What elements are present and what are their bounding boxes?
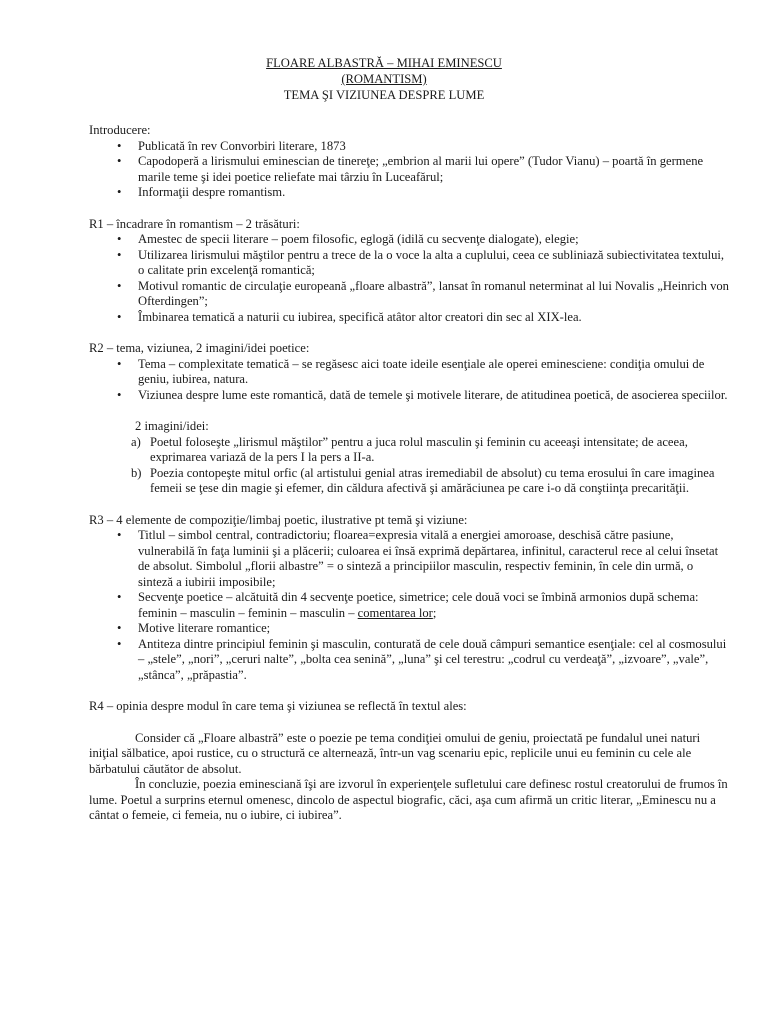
list-item xyxy=(89,388,729,404)
list-item xyxy=(89,621,729,637)
bullet-icon: • xyxy=(117,528,122,542)
intro-list xyxy=(89,139,729,201)
list-item xyxy=(89,248,729,279)
bullet-icon: • xyxy=(117,185,122,199)
list-item xyxy=(89,232,729,248)
list-item-label: b) xyxy=(131,465,142,480)
list-item-text: Motivul romantic de circulaţie europeană „floare albastră”, lansat în romanul neterminat al lui Novalis „Heinrich von Ofterdingen”; xyxy=(138,278,729,308)
list-item-text: Publicată în rev Convorbiri literare, 1873 xyxy=(138,138,346,153)
list-item xyxy=(89,279,729,310)
r2-sub-list xyxy=(89,435,729,497)
list-item-text: Tema – complexitate tematică – se regăsesc aici toate ideile esenţiale ale operei eminesciene: condiţia omului de geniu, iubirea, natura. xyxy=(138,356,705,386)
r4-heading: R4 – opinia despre modul în care tema şi viziunea se reflectă în textul ales: xyxy=(89,699,467,713)
list-item-text: Îmbinarea tematică a naturii cu iubirea, specifică atâtor altor creatori din sec al XIX-lea. xyxy=(138,309,582,324)
title-main: FLOARE ALBASTRĂ – MIHAI EMINESCU xyxy=(266,56,502,70)
bullet-icon: • xyxy=(117,138,122,153)
list-item-text: Antiteza dintre principiul feminin şi masculin, conturată de cele două câmpuri semantice esenţiale: cel al cosmosului – „stele”, „nori”, „ceruri nalte”, „bolta cea senină”, „luna” şi cel terestru: „codrul cu verdeaţă”, „izvoare”, „vale”, „stânca”, „prăpastia”. xyxy=(138,636,727,682)
r4-paragraph: Consider că „Floare albastră” este o poezie pe tema condiţiei omului de geniu, proiectată pe fundalul unei naturi iniţial sălbatice, apoi rustice, cu o structură ce alternează, într-un vag scenariu epic, replicile unui eu feminin cu cele ale bărbatului căutător de absolut. xyxy=(89,730,701,776)
list-item-text: Amestec de specii literare – poem filosofic, eglogă (idilă cu secvenţe dialogate), elegie; xyxy=(138,232,579,246)
bullet-icon: • xyxy=(117,590,122,604)
list-item xyxy=(89,466,729,497)
title-block xyxy=(0,56,768,104)
list-item-text: Utilizarea lirismului măştilor pentru a trece de la o voce la alta a cuplului, ceea ce subliniază subiectivitatea textului, o calitate prin excelenţă romantică; xyxy=(138,247,725,277)
r4-paragraph: În concluzie, poezia eminesciană îşi are izvorul în experienţele sufletului care definesc rostul creatorului de frumos în lume. Poetul a surprins eternul omenesc, dincolo de aspectul biografic, căci, aşa cum afirmă un critic literar, „Eminescu nu a cântat o femeie, ci femeia, nu o iubire, ci iubirea”. xyxy=(89,777,728,822)
bullet-icon: • xyxy=(117,247,122,262)
r2-sub-heading: 2 imagini/idei: xyxy=(135,419,209,433)
title-subtitle: (ROMANTISM) xyxy=(341,72,427,86)
list-item xyxy=(89,139,729,155)
document-body xyxy=(89,123,729,824)
r1-heading: R1 – încadrare în romantism – 2 trăsături: xyxy=(89,216,300,231)
comentarea-link[interactable]: comentarea lor xyxy=(357,605,433,620)
intro-heading: Introducere: xyxy=(89,123,151,137)
list-item-text: Titlul – simbol central, contradictoriu; floarea=expresia vitală a energiei amoroase, deschisă către pasiune, vulnerabilă în faţa luminii şi a plăcerii; culoarea ei însă exprimă depărtarea, infinitul, caracterul rece al celui însetat de absolut. Simbolul „florii albastre” = o sinteză a principiilor masculin, respectiv feminin, în cele din urmă, o sinteză a iubirii imposibile; xyxy=(138,528,719,589)
list-item-text: Informaţii despre romantism. xyxy=(138,185,286,199)
list-item-end: ; xyxy=(432,605,437,620)
list-item-text: Capodoperă a lirismului eminescian de tinereţe; „embrion al marii lui opere” (Tudor Vianu) – poartă în germene marile teme şi idei poetice reliefate mai târziu în Luceafărul; xyxy=(138,154,704,184)
list-item-label: a) xyxy=(131,434,141,449)
bullet-icon: • xyxy=(117,154,122,168)
list-item xyxy=(89,528,729,590)
r1-list xyxy=(89,232,729,325)
list-item-text: Poetul foloseşte „lirismul măştilor” pentru a juca rolul masculin şi feminin cu aceeaşi intensitate; de aceea, exprimarea variază de la pers I la pers a II-a. xyxy=(150,434,688,464)
r3-list xyxy=(89,528,729,683)
list-item xyxy=(89,357,729,388)
list-item xyxy=(89,154,729,185)
bullet-icon: • xyxy=(117,356,122,371)
list-item-text: Motive literare romantice; xyxy=(138,621,271,635)
bullet-icon: • xyxy=(117,387,122,402)
list-item xyxy=(89,590,729,621)
list-item xyxy=(89,435,729,466)
list-item-text: Secvenţe poetice – alcătuită din 4 secvenţe poetice, simetrice; cele două voci se îmbină armonios după schema: feminin – masculin – feminin – masculin – xyxy=(138,590,699,620)
bullet-icon: • xyxy=(117,309,122,324)
list-item xyxy=(89,637,729,684)
bullet-icon: • xyxy=(117,621,122,635)
bullet-icon: • xyxy=(117,232,122,246)
r2-list xyxy=(89,357,729,404)
bullet-icon: • xyxy=(117,278,122,293)
r3-heading: R3 – 4 elemente de compoziţie/limbaj poetic, ilustrative pt temă şi viziune: xyxy=(89,512,468,527)
list-item xyxy=(89,185,729,201)
list-item-text: Poezia contopeşte mitul orfic (al artistului genial atras iremediabil de absolut) cu tema erosului în care imaginea femeii se ţese din magie şi efemer, din căldura afectivă şi amărăciunea pe care i-o dă conştiinţa precarităţii. xyxy=(150,465,715,495)
list-item xyxy=(89,310,729,326)
r2-heading: R2 – tema, viziunea, 2 imagini/idei poetice: xyxy=(89,341,310,355)
title-topic: TEMA ŞI VIZIUNEA DESPRE LUME xyxy=(283,88,485,102)
list-item-text: Viziunea despre lume este romantică, dată de temele şi motivele literare, de atitudinea poetică, de asocierea speciilor. xyxy=(138,387,728,402)
bullet-icon: • xyxy=(117,636,122,651)
